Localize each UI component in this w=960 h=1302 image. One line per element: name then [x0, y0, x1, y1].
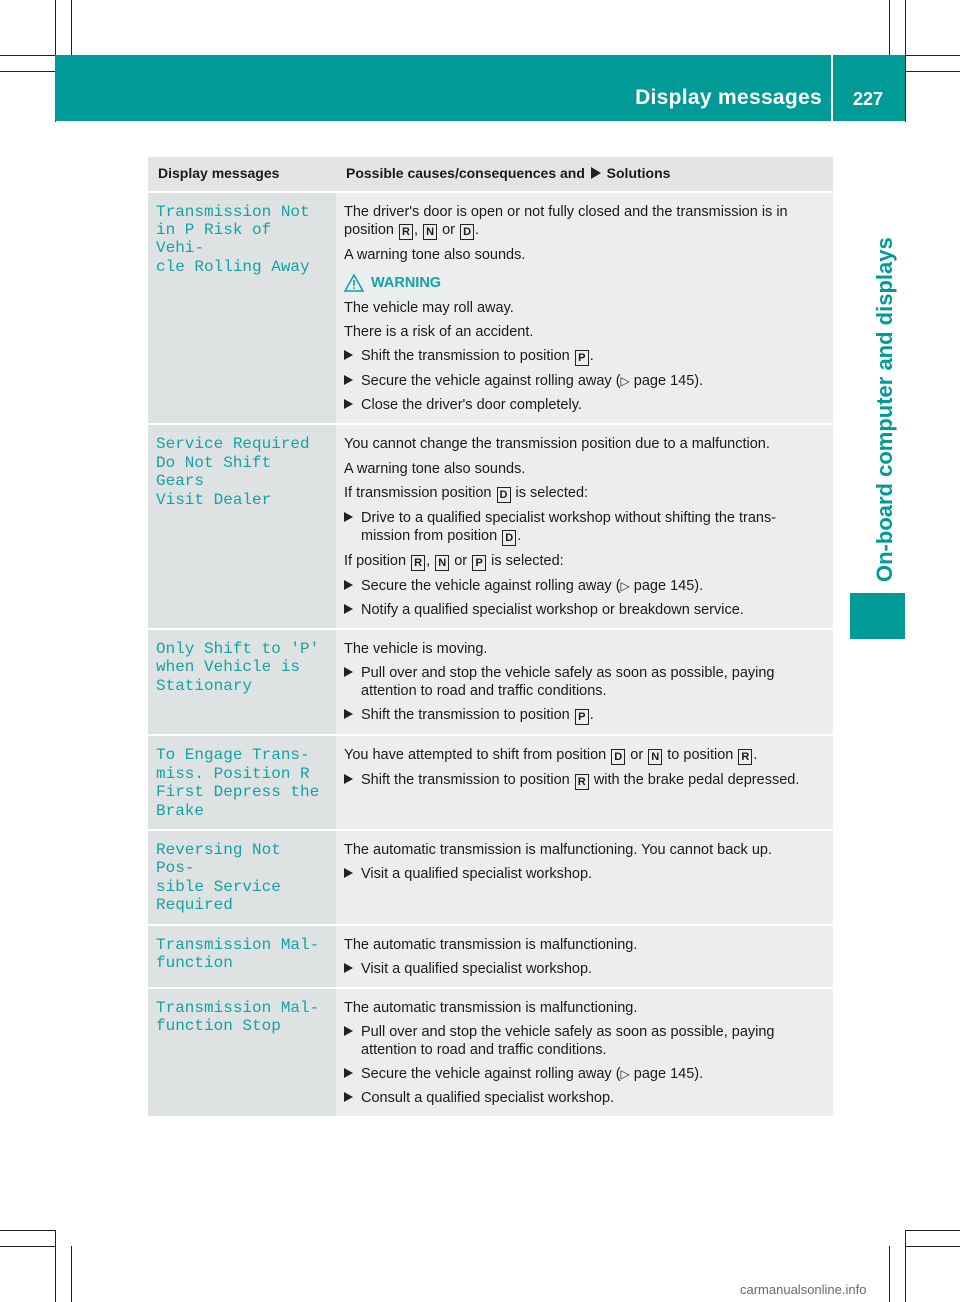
crop-mark [905, 55, 960, 56]
warning-triangle-icon [344, 274, 364, 292]
gear-n-icon: N [423, 224, 437, 240]
col-header-solutions [336, 157, 833, 191]
page-reference[interactable]: page 145). [633, 373, 704, 390]
crop-mark [71, 1246, 72, 1302]
message-line: Transmission Mal‐ [156, 935, 320, 954]
message-line: Do Not Shift Gears [156, 453, 272, 491]
text: Secure the vehicle against rolling away ( [361, 1066, 621, 1083]
crop-mark [905, 71, 960, 72]
page-ref-arrow-icon: ▷ [620, 578, 630, 593]
text: Visit a qualified specialist workshop. [361, 960, 593, 977]
gear-n-icon: N [648, 749, 662, 765]
gear-r-icon: R [399, 224, 413, 240]
text: . [753, 747, 758, 764]
solution-step [344, 1089, 825, 1107]
text: . [517, 527, 522, 544]
display-message [148, 736, 336, 829]
solution-cell [336, 736, 833, 829]
watermark: carmanualsonline.info [740, 1282, 867, 1297]
gear-p-icon: P [575, 709, 589, 725]
step-arrow-icon [344, 1068, 353, 1078]
table-row [148, 736, 833, 829]
crop-mark [0, 1230, 56, 1231]
step-arrow-icon [344, 774, 353, 784]
text: to position [667, 747, 734, 764]
solution-cell [336, 989, 833, 1117]
solution-step [344, 577, 825, 595]
display-message [148, 193, 336, 424]
text: Notify a qualified specialist workshop or breakdown service. [361, 601, 744, 618]
solution-step [344, 706, 825, 725]
table-row [148, 926, 833, 987]
text: Shift the transmission to position [361, 348, 570, 365]
page-reference[interactable]: page 145). [633, 1066, 704, 1083]
solution-step [344, 347, 825, 366]
text: The driver's door is open or not fully closed and the transmission is in position [344, 203, 788, 238]
col-header-label: Possible causes/consequences and [346, 165, 585, 181]
text: Shift the transmission to position [361, 707, 570, 724]
page-reference[interactable]: page 145). [633, 577, 704, 594]
step-arrow-icon [344, 868, 353, 878]
solution-step [344, 601, 825, 619]
table-row [148, 425, 833, 628]
crop-mark [0, 1246, 56, 1247]
page-number: 227 [852, 89, 884, 109]
solution-cell [336, 193, 833, 424]
message-line: function [156, 953, 233, 972]
message-line: Service Required [156, 435, 310, 454]
text: with the brake pedal depressed. [593, 772, 800, 789]
col-header-label: Display messages [158, 165, 280, 181]
step-arrow-icon [344, 512, 353, 522]
table-header-row [148, 157, 833, 191]
text: Drive to a qualified specialist workshop without shifting the trans‐ mission from position [361, 509, 777, 544]
message-line: sible Service [156, 877, 281, 896]
gear-r-icon: R [738, 749, 752, 765]
warning-text: There is a risk of an accident. [344, 324, 534, 340]
table-row [148, 193, 833, 424]
text: Shift the transmission to position [361, 772, 570, 789]
crop-mark [889, 1246, 890, 1302]
crop-mark [905, 1230, 906, 1302]
text: If transmission position [344, 484, 492, 501]
solution-cell [336, 926, 833, 987]
warning-label: WARNING [371, 274, 442, 291]
text: is selected: [491, 552, 564, 569]
message-line: cle Rolling Away [156, 257, 310, 276]
step-arrow-icon [344, 604, 353, 614]
text: or [630, 747, 644, 764]
cause-text: The automatic transmission is malfunctioning. [344, 999, 638, 1016]
crop-mark [889, 0, 890, 56]
message-line: Brake [156, 801, 205, 820]
cause-text: The automatic transmission is malfunctioning. [344, 936, 638, 953]
table-row [148, 989, 833, 1117]
cause-text: A warning tone also sounds. [344, 460, 526, 477]
table-row [148, 630, 833, 734]
step-arrow-icon [344, 580, 353, 590]
text: or [442, 221, 456, 238]
solution-step [344, 372, 825, 390]
cause-text [344, 484, 825, 503]
message-line: in P Risk of Vehi‐ [156, 220, 272, 258]
solution-cell [336, 831, 833, 924]
page-ref-arrow-icon: ▷ [620, 374, 630, 389]
gear-d-icon: D [502, 530, 516, 546]
table-row [148, 831, 833, 924]
message-line: Only Shift to 'P' [156, 640, 320, 658]
header-divider [831, 55, 833, 121]
crop-mark [0, 71, 56, 72]
text: You have attempted to shift from position [344, 747, 607, 764]
message-line: To Engage Trans‐ [156, 746, 310, 765]
message-line: Reversing Not Pos‐ [156, 840, 281, 878]
text: . [589, 707, 594, 724]
crop-mark [55, 1230, 56, 1302]
cause-text [344, 552, 825, 571]
message-line: when Vehicle is [156, 658, 301, 677]
col-header-display-messages [148, 157, 336, 191]
text: . [475, 221, 480, 238]
text: If position [344, 552, 407, 569]
section-title: Display messages [635, 86, 822, 109]
text: Pull over and stop the vehicle safely as soon as possible, paying attention to road and traffic conditions. [361, 665, 775, 700]
message-line: First Depress the [156, 783, 320, 802]
step-arrow-icon [344, 399, 353, 409]
solution-step [344, 664, 825, 700]
solution-cell [336, 425, 833, 628]
message-line: Stationary [156, 676, 253, 695]
step-arrow-icon [344, 1026, 353, 1036]
text: , [426, 552, 431, 569]
text: or [454, 552, 468, 569]
cause-text: A warning tone also sounds. [344, 246, 526, 263]
text: Close the driver's door completely. [361, 397, 582, 414]
text: Secure the vehicle against rolling away ( [361, 577, 621, 594]
crop-mark [0, 55, 56, 56]
cause-text [344, 746, 825, 765]
solution-step [344, 771, 825, 790]
cause-text: The vehicle is moving. [344, 641, 488, 657]
solution-step [344, 396, 825, 414]
chapter-tab-marker [850, 593, 905, 639]
display-message [148, 989, 336, 1117]
solution-step [344, 1023, 825, 1059]
display-messages-table [148, 155, 833, 1118]
gear-r-icon: R [411, 555, 425, 571]
text: , [414, 221, 419, 238]
text: is selected: [515, 484, 589, 501]
solution-step [344, 960, 825, 978]
gear-r-icon: R [575, 774, 589, 790]
text: . [589, 348, 594, 365]
solution-step [344, 865, 825, 883]
display-message [148, 630, 336, 734]
warning-text: The vehicle may roll away. [344, 299, 514, 316]
step-arrow-icon [344, 963, 353, 973]
display-message [148, 425, 336, 628]
step-arrow-icon [344, 709, 353, 719]
message-line: Required [156, 896, 233, 915]
display-message [148, 926, 336, 987]
gear-d-icon: D [611, 749, 625, 765]
text: Consult a qualified specialist workshop. [361, 1090, 615, 1107]
message-line: function Stop [156, 1017, 281, 1036]
page-ref-arrow-icon: ▷ [620, 1067, 630, 1082]
cause-text: You cannot change the transmission position due to a malfunction. [344, 436, 770, 453]
solution-step [344, 509, 825, 546]
text: Visit a qualified specialist workshop. [361, 866, 593, 883]
crop-mark [71, 0, 72, 56]
crop-mark [905, 0, 906, 122]
message-line: Transmission Not [156, 202, 310, 221]
display-message [148, 831, 336, 924]
step-arrow-icon [344, 667, 353, 677]
crop-mark [905, 1230, 960, 1231]
col-header-solutions-label: Solutions [606, 165, 671, 181]
crop-mark [905, 1246, 960, 1247]
step-arrow-icon [344, 375, 353, 385]
message-line: Visit Dealer [156, 490, 272, 509]
step-arrow-icon [344, 1092, 353, 1102]
gear-p-icon: P [575, 350, 589, 366]
message-line: miss. Position R [156, 764, 310, 783]
chapter-tab-label: On-board computer and displays [872, 237, 897, 582]
cause-text: The automatic transmission is malfunctioning. You cannot back up. [344, 841, 772, 858]
text: Pull over and stop the vehicle safely as soon as possible, paying attention to road and traffic conditions. [361, 1023, 775, 1058]
solution-step [344, 1065, 825, 1083]
play-arrow-icon [591, 167, 601, 179]
warning-heading [344, 274, 825, 292]
cause-text [344, 203, 825, 240]
message-line: Transmission Mal‐ [156, 998, 320, 1017]
text: Secure the vehicle against rolling away ( [361, 373, 621, 390]
gear-n-icon: N [435, 555, 449, 571]
gear-d-icon: D [497, 487, 511, 503]
step-arrow-icon [344, 350, 353, 360]
gear-d-icon: D [460, 224, 474, 240]
solution-cell [336, 630, 833, 734]
gear-p-icon: P [472, 555, 486, 571]
